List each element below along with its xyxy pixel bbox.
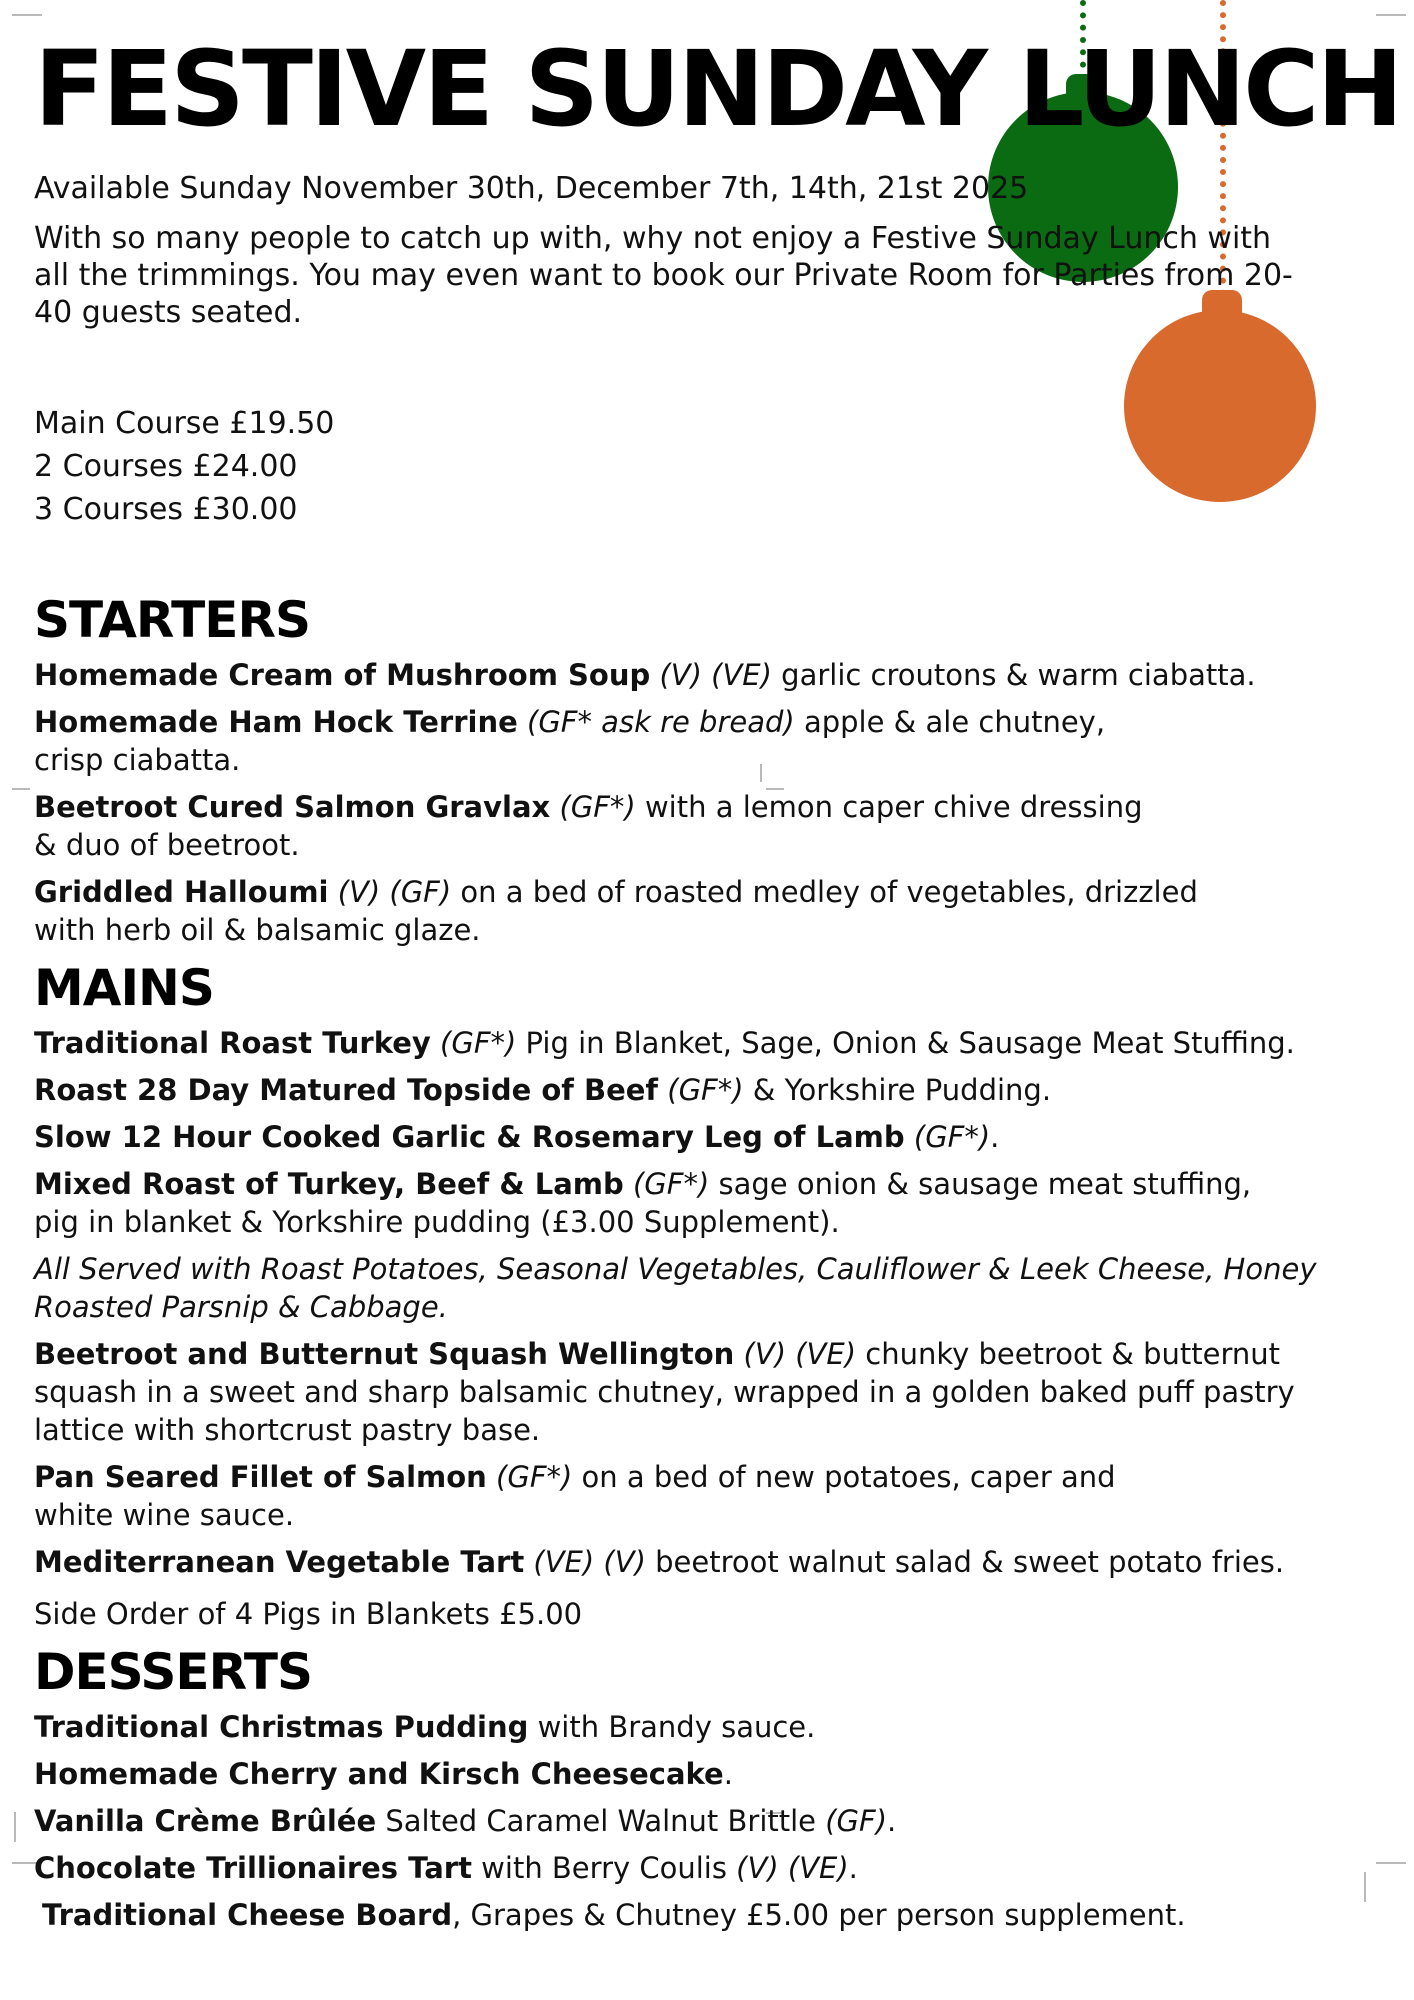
dietary-tags: (GF* ask re bread) bbox=[517, 705, 795, 739]
menu-item bbox=[34, 1755, 1394, 1793]
menu-item bbox=[34, 1849, 1394, 1887]
mains-heading: MAINS bbox=[34, 959, 214, 1017]
dish-description: on a bed of new potatoes, caper and white wine sauce. bbox=[34, 1460, 1116, 1532]
mains-section bbox=[34, 958, 1394, 1633]
side-order-text: Side Order of 4 Pigs in Blankets £5.00 bbox=[34, 1597, 583, 1631]
dietary-tags: (V) (GF) bbox=[328, 875, 452, 909]
dish-name: Homemade Cream of Mushroom Soup bbox=[34, 658, 651, 692]
dish-description: Pig in Blanket, Sage, Onion & Sausage Meat Stuffing. bbox=[516, 1026, 1295, 1060]
dish-name: Traditional Roast Turkey bbox=[34, 1026, 431, 1060]
dish-name: Homemade Cherry and Kirsch Cheesecake bbox=[34, 1757, 724, 1791]
menu-item bbox=[34, 1802, 1394, 1840]
dietary-tags: (V) (VE) bbox=[726, 1851, 849, 1885]
crop-mark bbox=[14, 1812, 16, 1842]
desserts-heading: DESSERTS bbox=[34, 1643, 312, 1701]
dish-description: . bbox=[990, 1120, 1000, 1154]
dietary-tags: (GF*) bbox=[550, 790, 636, 824]
served-with-note: All Served with Roast Potatoes, Seasonal Vegetables, Cauliflower & Leek Cheese, Honey Roasted Parsnip & Cabbage. bbox=[34, 1252, 1317, 1324]
intro-block bbox=[34, 170, 1334, 344]
dish-name: Homemade Ham Hock Terrine bbox=[34, 705, 518, 739]
page-title: FESTIVE SUNDAY LUNCH bbox=[34, 28, 1401, 150]
dietary-tags: (GF*) bbox=[430, 1026, 517, 1060]
starters-section bbox=[34, 590, 1394, 949]
dish-description-end: . bbox=[887, 1804, 897, 1838]
dish-name: Mediterranean Vegetable Tart bbox=[34, 1545, 525, 1579]
crop-mark bbox=[1376, 14, 1406, 16]
crop-mark bbox=[12, 788, 30, 790]
availability-text: Available Sunday November 30th, December 7th, 14th, 21st 2025 bbox=[34, 171, 1029, 206]
dietary-tags: (GF*) bbox=[658, 1073, 744, 1107]
price-main-course: Main Course £19.50 bbox=[34, 406, 335, 441]
dietary-tags: (V) (VE) bbox=[650, 658, 772, 692]
desserts-section bbox=[34, 1642, 1394, 1934]
menu-item bbox=[34, 1896, 1394, 1934]
dish-name: Beetroot Cured Salmon Gravlax bbox=[34, 790, 551, 824]
dietary-tags: (GF) bbox=[816, 1804, 888, 1838]
dish-name: Traditional Christmas Pudding bbox=[34, 1710, 529, 1744]
dish-description: apple & ale chutney, crisp ciabatta. bbox=[34, 705, 1106, 777]
dish-description: , Grapes & Chutney £5.00 per person supplement. bbox=[452, 1898, 1186, 1932]
crop-mark bbox=[12, 14, 42, 16]
menu-item bbox=[34, 703, 1134, 779]
menu-item bbox=[34, 1165, 1294, 1241]
price-two-courses: 2 Courses £24.00 bbox=[34, 449, 298, 484]
dietary-tags: (V) (VE) bbox=[734, 1337, 857, 1371]
dish-description: . bbox=[723, 1757, 733, 1791]
dietary-tags: (VE) (V) bbox=[524, 1545, 646, 1579]
dish-name: Vanilla Crème Brûlée bbox=[34, 1804, 377, 1838]
dish-name: Pan Seared Fillet of Salmon bbox=[34, 1460, 487, 1494]
dish-description: Salted Caramel Walnut Brittle bbox=[376, 1804, 817, 1838]
dish-description: with a lemon caper chive dressing & duo of beetroot. bbox=[34, 790, 1143, 862]
menu-item bbox=[34, 1024, 1394, 1062]
dish-name: Griddled Halloumi bbox=[34, 875, 329, 909]
dish-description: sage onion & sausage meat stuffing, pig in blanket & Yorkshire pudding (£3.00 Supplement). bbox=[34, 1167, 1252, 1239]
menu-item bbox=[34, 788, 1164, 864]
menu-item bbox=[34, 1118, 1394, 1156]
dish-description: on a bed of roasted medley of vegetables, drizzled with herb oil & balsamic glaze. bbox=[34, 875, 1198, 947]
dish-description: with Berry Coulis bbox=[471, 1851, 727, 1885]
price-list bbox=[34, 402, 334, 531]
menu-item bbox=[34, 1335, 1324, 1449]
dish-name: Traditional Cheese Board bbox=[42, 1898, 453, 1932]
menu-item bbox=[34, 1071, 1394, 1109]
dietary-tags: (GF*) bbox=[623, 1167, 710, 1201]
dietary-tags: (GF*) bbox=[904, 1120, 991, 1154]
menu-item bbox=[34, 1458, 1144, 1534]
dish-name: Mixed Roast of Turkey, Beef & Lamb bbox=[34, 1167, 624, 1201]
price-three-courses: 3 Courses £30.00 bbox=[34, 492, 298, 527]
menu-item bbox=[34, 656, 1394, 694]
starters-heading: STARTERS bbox=[34, 591, 310, 649]
menu-sections bbox=[34, 590, 1394, 1943]
menu-item bbox=[34, 873, 1254, 949]
dish-name: Roast 28 Day Matured Topside of Beef bbox=[34, 1073, 659, 1107]
dish-description-end: . bbox=[848, 1851, 858, 1885]
dish-name: Beetroot and Butternut Squash Wellington bbox=[34, 1337, 735, 1371]
dish-description: beetroot walnut salad & sweet potato fries. bbox=[645, 1545, 1285, 1579]
intro-text: With so many people to catch up with, why not enjoy a Festive Sunday Lunch with all the trimmings. You may even want to book our Private Room for Parties from 20-40 guests seated. bbox=[34, 221, 1293, 330]
dish-description: chunky beetroot & butternut squash in a sweet and sharp balsamic chutney, wrapped in a golden baked puff pastry lattice with shortcrust pastry base. bbox=[34, 1337, 1295, 1447]
menu-item bbox=[34, 1708, 1394, 1746]
menu-item bbox=[34, 1543, 1394, 1581]
dish-description: & Yorkshire Pudding. bbox=[743, 1073, 1052, 1107]
dish-description: garlic croutons & warm ciabatta. bbox=[771, 658, 1256, 692]
dish-description: with Brandy sauce. bbox=[528, 1710, 816, 1744]
dietary-tags: (GF*) bbox=[486, 1460, 573, 1494]
dish-name: Slow 12 Hour Cooked Garlic & Rosemary Leg of Lamb bbox=[34, 1120, 905, 1154]
dish-name: Chocolate Trillionaires Tart bbox=[34, 1851, 472, 1885]
